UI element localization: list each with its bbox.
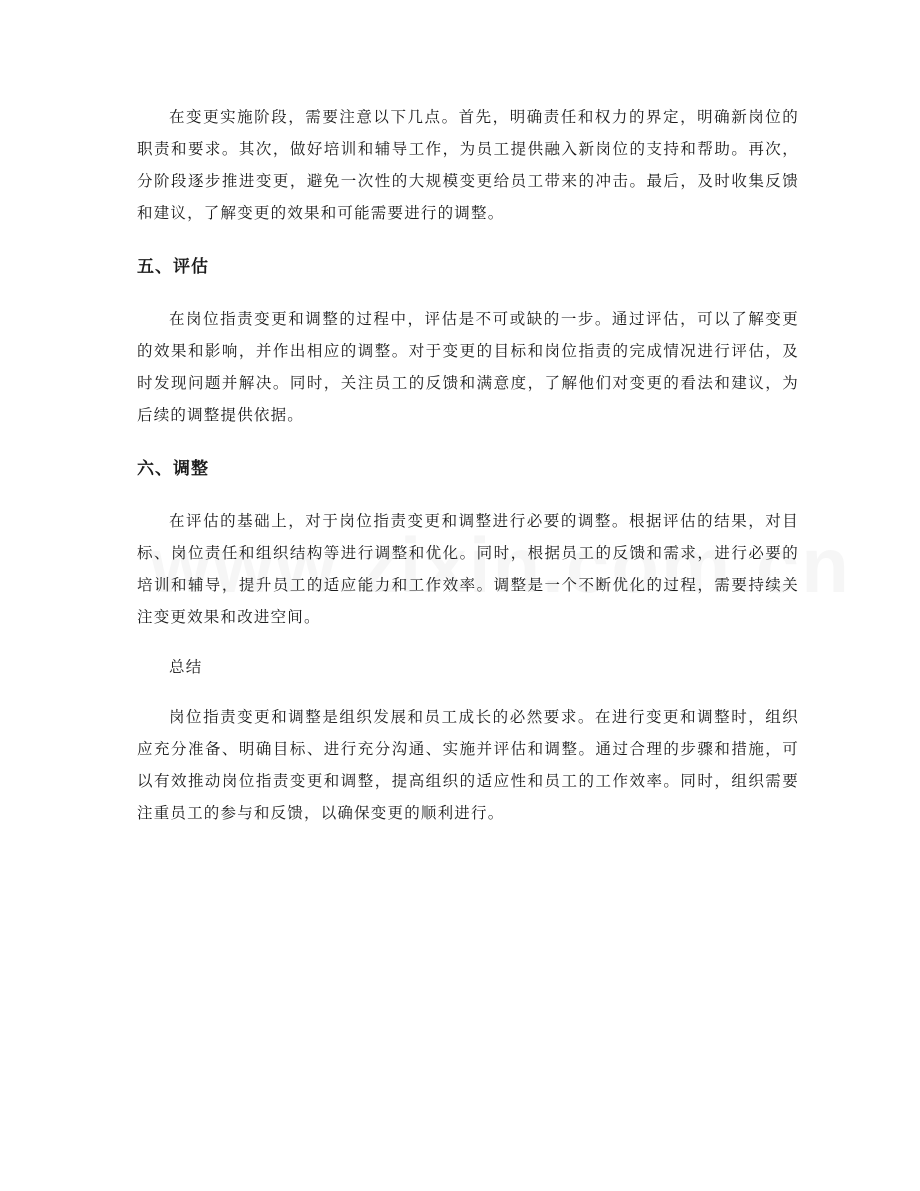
paragraph-adjustment: 在评估的基础上，对于岗位指责变更和调整进行必要的调整。根据评估的结果，对目标、岗位责任和组织结构等进行调整和优化。同时，根据员工的反馈和需求，进行必要的培训和辅导，提升员工的适应能力和工作效率。调整是一个不断优化的过程，需要持续关注变更效果和改进空间。 bbox=[137, 512, 799, 626]
paragraph-evaluation: 在岗位指责变更和调整的过程中，评估是不可或缺的一步。通过评估，可以了解变更的效果和影响，并作出相应的调整。对于变更的目标和岗位指责的完成情况进行评估，及时发现问题并解决。同时，关注员工的反馈和满意度，了解他们对变更的看法和建议，为后续的调整提供依据。 bbox=[137, 310, 799, 424]
paragraph-implementation: 在变更实施阶段，需要注意以下几点。首先，明确责任和权力的界定，明确新岗位的职责和要求。其次，做好培训和辅导工作，为员工提供融入新岗位的支持和帮助。再次，分阶段逐步推进变更，避免一次性的大规模变更给员工带来的冲击。最后，及时收集反馈和建议，了解变更的效果和可能需要进行的调整。 bbox=[137, 108, 799, 222]
section-heading-adjustment: 六、调整 bbox=[137, 459, 209, 479]
summary-label: 总结 bbox=[169, 658, 203, 676]
section-heading-evaluation: 五、评估 bbox=[137, 257, 209, 277]
document-body bbox=[137, 101, 799, 829]
paragraph-summary: 岗位指责变更和调整是组织发展和员工成长的必然要求。在进行变更和调整时，组织应充分准备、明确目标、进行充分沟通、实施并评估和调整。通过合理的步骤和措施，可以有效推动岗位指责变更和调整，提高组织的适应性和员工的工作效率。同时，组织需要注重员工的参与和反馈，以确保变更的顺利进行。 bbox=[137, 708, 799, 822]
